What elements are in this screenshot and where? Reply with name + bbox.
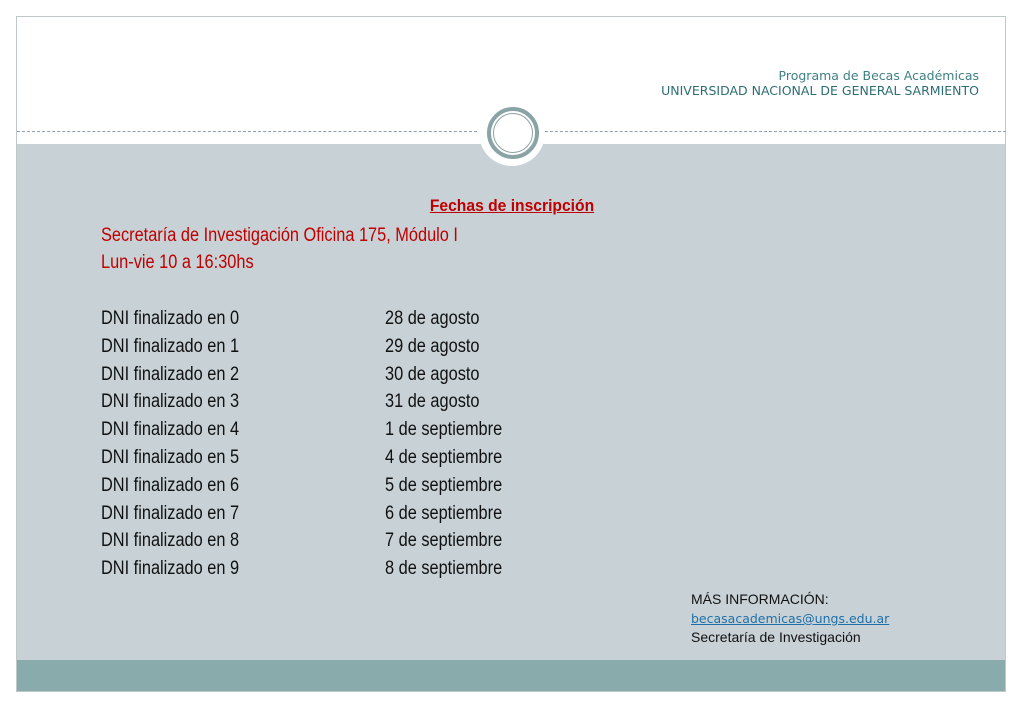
date-label: 30 de agosto	[385, 363, 480, 385]
dni-label: DNI finalizado en 7	[101, 502, 240, 524]
date-label: 29 de agosto	[385, 335, 480, 357]
dni-label: DNI finalizado en 9	[101, 558, 240, 580]
date-label: 28 de agosto	[385, 308, 480, 329]
date-label: 31 de agosto	[385, 391, 480, 413]
dni-label: DNI finalizado en 2	[101, 363, 240, 385]
header-text	[661, 68, 979, 98]
dni-label: DNI finalizado en 8	[101, 530, 240, 552]
more-info-heading: MÁS INFORMACIÓN:	[691, 591, 829, 607]
date-label: 6 de septiembre	[385, 502, 503, 524]
email-link[interactable]: becasacademicas@ungs.edu.ar	[691, 611, 890, 626]
location-text: Secretaría de Investigación Oficina 175, Módulo I	[101, 225, 458, 246]
dni-label: DNI finalizado en 3	[101, 391, 240, 413]
date-label: 4 de septiembre	[385, 446, 503, 468]
date-label: 5 de septiembre	[385, 474, 503, 496]
date-label: 1 de septiembre	[385, 419, 503, 441]
page-title: Fechas de inscripción	[429, 196, 595, 215]
dni-label: DNI finalizado en 5	[101, 446, 240, 468]
dni-label: DNI finalizado en 4	[101, 419, 240, 441]
header-divider-left	[17, 131, 477, 132]
office-name: Secretaría de Investigación	[691, 629, 861, 645]
bottom-bar	[17, 660, 1005, 691]
header-divider-right	[545, 131, 1006, 132]
date-label: 8 de septiembre	[385, 558, 503, 580]
university-name: UNIVERSIDAD NACIONAL DE GENERAL SARMIENTO	[661, 83, 979, 98]
date-label: 7 de septiembre	[385, 530, 503, 552]
more-info	[691, 590, 889, 647]
dni-label: DNI finalizado en 1	[101, 335, 240, 357]
decorative-inner-ring-icon	[493, 113, 533, 153]
program-name: Programa de Becas Académicas	[778, 68, 979, 83]
hours-text: Lun-vie 10 a 16:30hs	[101, 252, 254, 273]
dni-label: DNI finalizado en 6	[101, 474, 240, 496]
dni-label: DNI finalizado en 0	[101, 308, 240, 329]
